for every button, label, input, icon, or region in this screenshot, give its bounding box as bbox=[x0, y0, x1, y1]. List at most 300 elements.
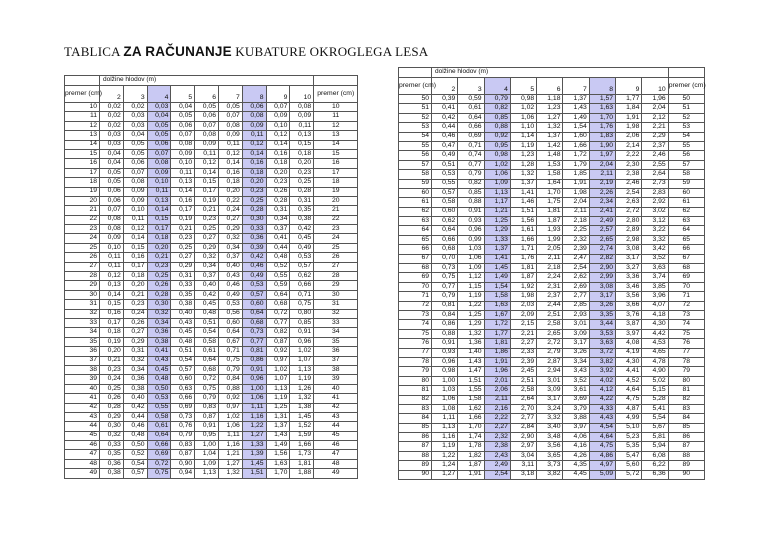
volume-cell: 0,34 bbox=[195, 262, 219, 271]
volume-cell: 1,76 bbox=[589, 123, 615, 132]
volume-cell: 0,20 bbox=[218, 187, 242, 196]
table-row bbox=[65, 309, 358, 318]
volume-cell: 0,26 bbox=[123, 318, 147, 327]
volume-cell: 2,85 bbox=[563, 301, 589, 310]
length-header-4: 4 bbox=[484, 78, 510, 95]
volume-cell: 4,64 bbox=[616, 386, 642, 395]
diameter-cell: 19 bbox=[65, 187, 100, 196]
diameter-cell: 61 bbox=[399, 198, 432, 207]
volume-cell: 2,73 bbox=[642, 179, 668, 188]
diameter-cell: 14 bbox=[65, 140, 100, 149]
volume-cell: 0,91 bbox=[290, 328, 314, 337]
volume-cell: 0,32 bbox=[100, 431, 124, 440]
volume-cell: 0,44 bbox=[123, 412, 147, 421]
volume-cell: 2,19 bbox=[589, 179, 615, 188]
diameter-cell-right: 68 bbox=[668, 264, 704, 273]
volume-cell: 0,92 bbox=[484, 132, 510, 141]
volume-cell: 1,27 bbox=[537, 113, 563, 122]
volume-cell: 0,14 bbox=[266, 140, 290, 149]
volume-cell: 0,08 bbox=[147, 159, 171, 168]
length-header-8: 8 bbox=[589, 78, 615, 95]
volume-cell: 0,46 bbox=[218, 281, 242, 290]
volume-cell: 0,17 bbox=[195, 187, 219, 196]
diameter-cell: 70 bbox=[399, 282, 432, 291]
volume-cell: 0,34 bbox=[266, 215, 290, 224]
volume-cell: 0,15 bbox=[290, 140, 314, 149]
volume-cell: 0,81 bbox=[242, 347, 266, 356]
volume-cell: 0,25 bbox=[171, 243, 195, 252]
volume-cell: 0,49 bbox=[242, 272, 266, 281]
volume-cell: 1,93 bbox=[537, 226, 563, 235]
diameter-cell-right: 42 bbox=[314, 403, 358, 412]
volume-cell: 1,78 bbox=[458, 442, 484, 451]
volume-cell: 4,64 bbox=[589, 433, 615, 442]
volume-cell: 1,25 bbox=[266, 403, 290, 412]
diameter-cell-right: 39 bbox=[314, 375, 358, 384]
volume-cell: 1,37 bbox=[266, 422, 290, 431]
volume-cell: 1,32 bbox=[510, 170, 536, 179]
volume-cell: 3,82 bbox=[537, 470, 563, 479]
volume-cell: 1,52 bbox=[290, 422, 314, 431]
volume-cell: 3,09 bbox=[537, 386, 563, 395]
volume-cell: 0,24 bbox=[218, 206, 242, 215]
table-row bbox=[399, 273, 705, 282]
volume-cell: 2,65 bbox=[589, 235, 615, 244]
title-part-1: TABLICA bbox=[64, 44, 124, 59]
volume-cell: 1,43 bbox=[266, 431, 290, 440]
volume-cell: 1,19 bbox=[432, 442, 458, 451]
diameter-cell: 44 bbox=[65, 422, 100, 431]
volume-cell: 2,64 bbox=[510, 395, 536, 404]
header-blank-right bbox=[668, 68, 704, 78]
volume-cell: 0,22 bbox=[218, 196, 242, 205]
volume-cell: 1,02 bbox=[510, 104, 536, 113]
volume-cell: 1,06 bbox=[242, 394, 266, 403]
table-row bbox=[399, 339, 705, 348]
volume-cell: 0,11 bbox=[218, 140, 242, 149]
volume-cell: 0,03 bbox=[123, 112, 147, 121]
diameter-cell-right: 10 bbox=[314, 103, 358, 112]
volume-cell: 3,63 bbox=[642, 264, 668, 273]
volume-cell: 1,54 bbox=[484, 282, 510, 291]
volume-cell: 1,98 bbox=[616, 123, 642, 132]
volume-cell: 0,26 bbox=[147, 281, 171, 290]
table-row bbox=[399, 170, 705, 179]
volume-cell: 3,01 bbox=[563, 320, 589, 329]
diameter-cell-right: 37 bbox=[314, 356, 358, 365]
diameter-cell: 38 bbox=[65, 365, 100, 374]
volume-cell: 1,63 bbox=[266, 459, 290, 468]
length-header-5: 5 bbox=[171, 86, 195, 103]
diameter-cell: 71 bbox=[399, 292, 432, 301]
diameter-cell-right: 21 bbox=[314, 206, 358, 215]
volume-cell: 1,32 bbox=[218, 469, 242, 478]
volume-cell: 1,74 bbox=[458, 433, 484, 442]
table-row bbox=[399, 141, 705, 150]
diameter-cell-right: 74 bbox=[668, 320, 704, 329]
diameter-cell-right: 75 bbox=[668, 329, 704, 338]
volume-cell: 0,34 bbox=[218, 243, 242, 252]
diameter-cell-right: 47 bbox=[314, 450, 358, 459]
volume-cell: 0,25 bbox=[290, 178, 314, 187]
volume-cell: 1,23 bbox=[510, 151, 536, 160]
volume-cell: 1,60 bbox=[563, 132, 589, 141]
diameter-cell-right: 14 bbox=[314, 140, 358, 149]
volume-cell: 0,37 bbox=[266, 225, 290, 234]
volume-cell: 0,85 bbox=[458, 188, 484, 197]
volume-cell: 0,06 bbox=[100, 196, 124, 205]
volume-cell: 1,40 bbox=[458, 348, 484, 357]
volume-cell: 0,68 bbox=[266, 300, 290, 309]
volume-cell: 0,38 bbox=[100, 469, 124, 478]
diameter-cell: 32 bbox=[65, 309, 100, 318]
volume-cell: 0,40 bbox=[123, 394, 147, 403]
table-row bbox=[65, 300, 358, 309]
volume-cell: 0,43 bbox=[218, 272, 242, 281]
diameter-cell-right: 89 bbox=[668, 461, 704, 470]
volume-cell: 1,70 bbox=[458, 423, 484, 432]
volume-cell: 0,69 bbox=[147, 450, 171, 459]
volume-cell: 2,82 bbox=[589, 254, 615, 263]
volume-cell: 0,67 bbox=[218, 337, 242, 346]
diameter-cell: 57 bbox=[399, 160, 432, 169]
volume-cell: 0,20 bbox=[242, 178, 266, 187]
volume-cell: 0,36 bbox=[123, 375, 147, 384]
volume-cell: 1,63 bbox=[484, 301, 510, 310]
table-row bbox=[399, 217, 705, 226]
volume-cell: 0,30 bbox=[242, 215, 266, 224]
diameter-cell-right: 64 bbox=[668, 226, 704, 235]
volume-cell: 1,81 bbox=[510, 264, 536, 273]
volume-cell: 4,65 bbox=[642, 348, 668, 357]
volume-cell: 0,23 bbox=[290, 168, 314, 177]
volume-cell: 0,28 bbox=[100, 403, 124, 412]
volume-cell: 2,39 bbox=[510, 357, 536, 366]
table-row bbox=[399, 245, 705, 254]
volume-cell: 0,91 bbox=[432, 339, 458, 348]
volume-cell: 2,58 bbox=[537, 320, 563, 329]
volume-cell: 0,57 bbox=[432, 188, 458, 197]
volume-cell: 0,05 bbox=[100, 178, 124, 187]
volume-cell: 2,83 bbox=[642, 188, 668, 197]
volume-cell: 5,54 bbox=[642, 414, 668, 423]
volume-cell: 5,35 bbox=[616, 442, 642, 451]
volume-cell: 3,76 bbox=[616, 310, 642, 319]
volume-cell: 1,43 bbox=[458, 357, 484, 366]
diameter-cell: 82 bbox=[399, 395, 432, 404]
volume-cell: 1,91 bbox=[563, 179, 589, 188]
volume-cell: 3,69 bbox=[563, 395, 589, 404]
table-row bbox=[399, 226, 705, 235]
volume-cell: 0,57 bbox=[171, 365, 195, 374]
volume-cell: 1,70 bbox=[589, 113, 615, 122]
volume-cell: 5,09 bbox=[589, 470, 615, 479]
volume-cell: 1,10 bbox=[510, 123, 536, 132]
volume-cell: 2,16 bbox=[484, 404, 510, 413]
volume-cell: 0,38 bbox=[171, 300, 195, 309]
volume-cell: 1,33 bbox=[484, 235, 510, 244]
diameter-cell: 51 bbox=[399, 104, 432, 113]
volume-cell: 0,25 bbox=[100, 384, 124, 393]
diameter-cell-right: 49 bbox=[314, 469, 358, 478]
diameter-cell-right: 51 bbox=[668, 104, 704, 113]
volume-cell: 0,10 bbox=[123, 206, 147, 215]
volume-cell: 4,86 bbox=[589, 451, 615, 460]
volume-cell: 4,30 bbox=[616, 357, 642, 366]
header-row-group bbox=[65, 76, 358, 86]
volume-cell: 3,53 bbox=[589, 329, 615, 338]
volume-cell: 2,18 bbox=[537, 264, 563, 273]
volume-cell: 0,23 bbox=[171, 234, 195, 243]
table-row bbox=[65, 365, 358, 374]
diameter-cell: 67 bbox=[399, 254, 432, 263]
volume-cell: 1,91 bbox=[616, 113, 642, 122]
diameter-cell: 25 bbox=[65, 243, 100, 252]
volume-cell: 0,93 bbox=[432, 348, 458, 357]
volume-cell: 1,58 bbox=[537, 170, 563, 179]
volume-cell: 0,08 bbox=[242, 112, 266, 121]
volume-cell: 0,45 bbox=[171, 328, 195, 337]
volume-cell: 1,97 bbox=[589, 151, 615, 160]
table-row bbox=[399, 282, 705, 291]
volume-cell: 4,45 bbox=[563, 470, 589, 479]
page-title bbox=[64, 44, 428, 60]
volume-cell: 0,25 bbox=[147, 272, 171, 281]
volume-cell: 1,56 bbox=[510, 217, 536, 226]
volume-cell: 3,40 bbox=[537, 423, 563, 432]
diameter-cell: 31 bbox=[65, 300, 100, 309]
volume-cell: 0,09 bbox=[290, 112, 314, 121]
volume-cell: 1,42 bbox=[537, 141, 563, 150]
diameter-header-left: premer (cm) bbox=[399, 78, 432, 95]
diameter-cell: 37 bbox=[65, 356, 100, 365]
volume-cell: 0,14 bbox=[100, 290, 124, 299]
volume-cell: 0,88 bbox=[432, 329, 458, 338]
diameter-cell: 20 bbox=[65, 196, 100, 205]
volume-cell: 1,87 bbox=[458, 461, 484, 470]
volume-cell: 1,87 bbox=[510, 273, 536, 282]
diameter-cell: 56 bbox=[399, 151, 432, 160]
length-header-4: 4 bbox=[147, 86, 171, 103]
volume-cell: 0,69 bbox=[458, 132, 484, 141]
volume-cell: 0,21 bbox=[123, 290, 147, 299]
volume-cell: 1,22 bbox=[242, 422, 266, 431]
volume-cell: 0,79 bbox=[458, 170, 484, 179]
table-row bbox=[65, 215, 358, 224]
volume-cell: 1,32 bbox=[537, 123, 563, 132]
volume-cell: 0,98 bbox=[432, 367, 458, 376]
volume-cell: 0,11 bbox=[171, 168, 195, 177]
volume-cell: 1,08 bbox=[432, 404, 458, 413]
volume-cell: 0,64 bbox=[218, 328, 242, 337]
volume-cell: 0,18 bbox=[218, 178, 242, 187]
volume-cell: 0,33 bbox=[171, 281, 195, 290]
volume-cell: 0,87 bbox=[195, 412, 219, 421]
diameter-cell: 24 bbox=[65, 234, 100, 243]
volume-cell: 2,11 bbox=[563, 207, 589, 216]
diameter-cell-right: 32 bbox=[314, 309, 358, 318]
length-header-10: 10 bbox=[290, 86, 314, 103]
volume-cell: 1,77 bbox=[616, 95, 642, 104]
header-blank-right bbox=[314, 76, 358, 86]
volume-cell: 2,27 bbox=[510, 339, 536, 348]
diameter-cell-right: 33 bbox=[314, 318, 358, 327]
volume-cell: 0,04 bbox=[123, 131, 147, 140]
title-part-3: KUBATURE OKROGLEGA LESA bbox=[231, 44, 429, 59]
volume-cell: 0,97 bbox=[266, 356, 290, 365]
volume-cell: 0,66 bbox=[147, 441, 171, 450]
volume-cell: 1,06 bbox=[432, 395, 458, 404]
volume-cell: 1,91 bbox=[458, 470, 484, 479]
volume-cell: 0,79 bbox=[171, 431, 195, 440]
volume-cell: 1,58 bbox=[458, 395, 484, 404]
volume-cell: 0,09 bbox=[171, 149, 195, 158]
volume-cell: 1,09 bbox=[195, 459, 219, 468]
volume-cell: 0,28 bbox=[147, 290, 171, 299]
diameter-cell-right: 18 bbox=[314, 178, 358, 187]
volume-cell: 0,29 bbox=[171, 262, 195, 271]
volume-cell: 1,83 bbox=[589, 132, 615, 141]
table-row bbox=[399, 264, 705, 273]
diameter-cell: 49 bbox=[65, 469, 100, 478]
volume-cell: 3,63 bbox=[589, 339, 615, 348]
volume-cell: 0,48 bbox=[266, 253, 290, 262]
table-row bbox=[399, 357, 705, 366]
volume-cell: 0,09 bbox=[100, 234, 124, 243]
volume-cell: 0,31 bbox=[266, 206, 290, 215]
volume-cell: 0,53 bbox=[218, 300, 242, 309]
volume-cell: 1,55 bbox=[458, 386, 484, 395]
volume-cell: 1,59 bbox=[290, 431, 314, 440]
volume-cell: 2,38 bbox=[484, 442, 510, 451]
volume-cell: 0,14 bbox=[242, 149, 266, 158]
diameter-cell: 47 bbox=[65, 450, 100, 459]
table-row bbox=[65, 225, 358, 234]
volume-cell: 2,70 bbox=[510, 404, 536, 413]
volume-cell: 1,15 bbox=[458, 282, 484, 291]
table-row bbox=[399, 235, 705, 244]
table-row bbox=[65, 253, 358, 262]
volume-cell: 0,92 bbox=[266, 347, 290, 356]
diameter-cell-right: 87 bbox=[668, 442, 704, 451]
diameter-cell-right: 62 bbox=[668, 207, 704, 216]
volume-cell: 0,40 bbox=[218, 262, 242, 271]
volume-cell: 1,02 bbox=[290, 347, 314, 356]
volume-cell: 1,13 bbox=[432, 423, 458, 432]
volume-cell: 0,28 bbox=[266, 196, 290, 205]
volume-cell: 0,09 bbox=[123, 187, 147, 196]
volume-cell: 0,79 bbox=[195, 394, 219, 403]
volume-cell: 1,23 bbox=[537, 104, 563, 113]
volume-cell: 0,30 bbox=[147, 300, 171, 309]
diameter-cell-right: 86 bbox=[668, 433, 704, 442]
volume-cell: 0,02 bbox=[123, 103, 147, 112]
diameter-cell-right: 71 bbox=[668, 292, 704, 301]
volume-cell: 0,19 bbox=[100, 337, 124, 346]
table-row bbox=[399, 386, 705, 395]
volume-cell: 0,41 bbox=[147, 347, 171, 356]
volume-cell: 0,29 bbox=[123, 337, 147, 346]
volume-cell: 2,11 bbox=[484, 395, 510, 404]
volume-cell: 0,04 bbox=[100, 159, 124, 168]
length-header-5: 5 bbox=[510, 78, 536, 95]
volume-cell: 0,72 bbox=[195, 375, 219, 384]
volume-cell: 2,98 bbox=[616, 235, 642, 244]
volume-cell: 0,06 bbox=[147, 140, 171, 149]
diameter-cell: 46 bbox=[65, 441, 100, 450]
volume-cell: 1,72 bbox=[563, 151, 589, 160]
volume-cell: 1,27 bbox=[432, 470, 458, 479]
volume-cell: 0,38 bbox=[147, 337, 171, 346]
volume-cell: 0,18 bbox=[147, 234, 171, 243]
diameter-cell-right: 90 bbox=[668, 470, 704, 479]
diameter-cell-right: 22 bbox=[314, 215, 358, 224]
volume-cell: 1,21 bbox=[218, 450, 242, 459]
volume-cell: 2,79 bbox=[537, 348, 563, 357]
diameter-cell-right: 11 bbox=[314, 112, 358, 121]
volume-cell: 5,41 bbox=[642, 404, 668, 413]
volume-cell: 0,60 bbox=[242, 300, 266, 309]
volume-cell: 2,37 bbox=[642, 141, 668, 150]
diameter-cell: 27 bbox=[65, 262, 100, 271]
diameter-cell: 22 bbox=[65, 215, 100, 224]
volume-cell: 0,27 bbox=[218, 215, 242, 224]
diameter-cell-right: 73 bbox=[668, 310, 704, 319]
volume-cell: 0,24 bbox=[123, 309, 147, 318]
volume-cell: 3,65 bbox=[537, 451, 563, 460]
volume-cell: 0,27 bbox=[123, 328, 147, 337]
volume-cell: 0,04 bbox=[100, 149, 124, 158]
volume-cell: 3,85 bbox=[642, 282, 668, 291]
volume-cell: 0,43 bbox=[171, 318, 195, 327]
volume-cell: 0,20 bbox=[147, 243, 171, 252]
volume-cell: 0,07 bbox=[195, 121, 219, 130]
diameter-cell: 29 bbox=[65, 281, 100, 290]
diameter-cell-right: 34 bbox=[314, 328, 358, 337]
volume-cell: 1,14 bbox=[510, 132, 536, 141]
volume-cell: 1,00 bbox=[432, 376, 458, 385]
table-row bbox=[399, 151, 705, 160]
diameter-cell: 85 bbox=[399, 423, 432, 432]
volume-cell: 3,08 bbox=[589, 282, 615, 291]
volume-cell: 0,35 bbox=[100, 450, 124, 459]
volume-cell: 5,94 bbox=[642, 442, 668, 451]
diameter-cell-right: 63 bbox=[668, 217, 704, 226]
table-row bbox=[65, 403, 358, 412]
length-header-3: 3 bbox=[458, 78, 484, 95]
diameter-cell: 48 bbox=[65, 459, 100, 468]
volume-cell: 2,49 bbox=[484, 461, 510, 470]
volume-cell: 2,21 bbox=[510, 329, 536, 338]
diameter-cell: 89 bbox=[399, 461, 432, 470]
volume-cell: 2,26 bbox=[589, 188, 615, 197]
volume-cell: 3,92 bbox=[589, 367, 615, 376]
volume-cell: 0,08 bbox=[290, 103, 314, 112]
volume-cell: 0,87 bbox=[266, 337, 290, 346]
volume-cell: 0,18 bbox=[100, 328, 124, 337]
table-row bbox=[65, 272, 358, 281]
volume-cell: 1,13 bbox=[266, 384, 290, 393]
volume-cell: 0,75 bbox=[218, 356, 242, 365]
volume-cell: 1,19 bbox=[290, 375, 314, 384]
volume-cell: 0,64 bbox=[242, 309, 266, 318]
volume-cell: 1,49 bbox=[266, 441, 290, 450]
volume-cell: 0,70 bbox=[432, 254, 458, 263]
volume-cell: 0,17 bbox=[147, 225, 171, 234]
volume-cell: 0,64 bbox=[147, 431, 171, 440]
volume-cell: 0,91 bbox=[242, 365, 266, 374]
volume-cell: 3,17 bbox=[589, 292, 615, 301]
